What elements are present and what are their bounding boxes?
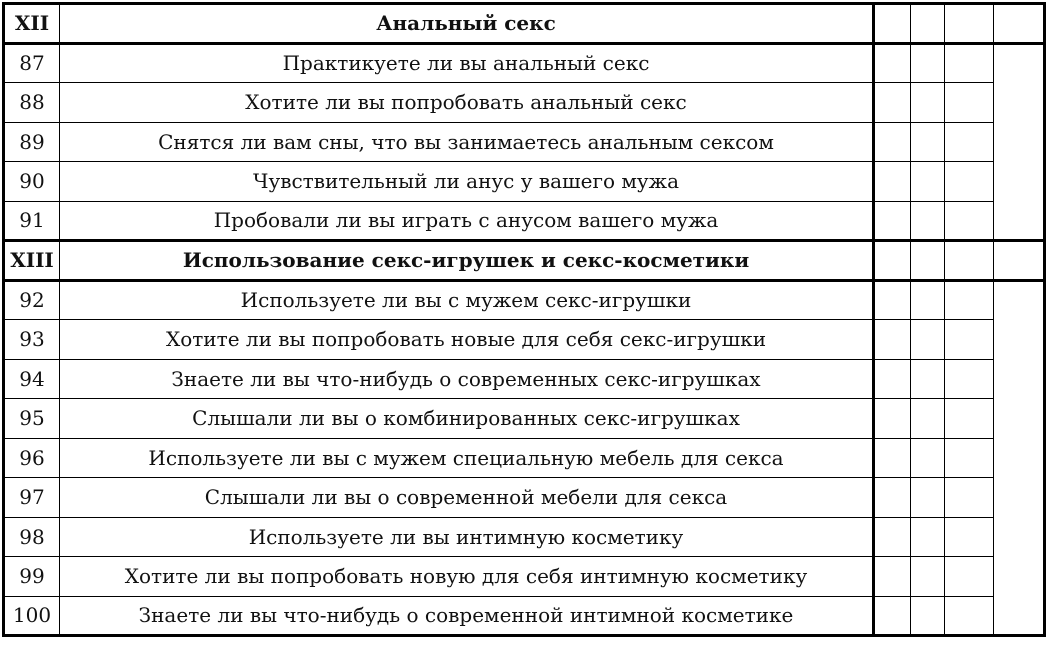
answer-checkbox-cell[interactable] xyxy=(874,43,911,83)
answer-checkbox-cell[interactable] xyxy=(945,596,994,636)
question-row xyxy=(4,478,1045,518)
questionnaire-table xyxy=(2,2,1046,637)
question-row xyxy=(4,517,1045,557)
answer-checkbox-cell[interactable] xyxy=(874,280,911,320)
section-total-cell[interactable] xyxy=(994,241,1045,281)
question-number: 92 xyxy=(4,280,60,320)
question-number: 87 xyxy=(4,43,60,83)
answer-checkbox-cell[interactable] xyxy=(874,83,911,123)
answer-checkbox-cell[interactable] xyxy=(874,359,911,399)
answer-checkbox-cell[interactable] xyxy=(911,596,945,636)
question-number: 90 xyxy=(4,162,60,202)
question-number: 89 xyxy=(4,122,60,162)
question-row xyxy=(4,359,1045,399)
answer-checkbox-cell[interactable] xyxy=(874,399,911,439)
answer-checkbox-cell[interactable] xyxy=(874,201,911,241)
answer-checkbox-cell[interactable] xyxy=(945,438,994,478)
section-header-row xyxy=(4,241,1045,281)
question-number: 88 xyxy=(4,83,60,123)
answer-cell[interactable] xyxy=(911,4,945,44)
question-text: Знаете ли вы что-нибудь о современной интимной косметике xyxy=(60,596,874,636)
question-text: Чувствительный ли анус у вашего мужа xyxy=(60,162,874,202)
answer-checkbox-cell[interactable] xyxy=(945,162,994,202)
answer-checkbox-cell[interactable] xyxy=(945,201,994,241)
answer-checkbox-cell[interactable] xyxy=(945,399,994,439)
answer-cell[interactable] xyxy=(945,241,994,281)
section-total-cell[interactable] xyxy=(994,4,1045,44)
answer-checkbox-cell[interactable] xyxy=(945,83,994,123)
answer-checkbox-cell[interactable] xyxy=(945,43,994,83)
section-header-row xyxy=(4,4,1045,44)
question-row xyxy=(4,557,1045,597)
question-text: Слышали ли вы о современной мебели для секса xyxy=(60,478,874,518)
question-number: 94 xyxy=(4,359,60,399)
question-row xyxy=(4,83,1045,123)
question-text: Практикуете ли вы анальный секс xyxy=(60,43,874,83)
answer-checkbox-cell[interactable] xyxy=(945,517,994,557)
answer-checkbox-cell[interactable] xyxy=(911,517,945,557)
answer-checkbox-cell[interactable] xyxy=(911,162,945,202)
answer-checkbox-cell[interactable] xyxy=(911,399,945,439)
question-text: Хотите ли вы попробовать новые для себя секс-игрушки xyxy=(60,320,874,360)
section-number: XIII xyxy=(4,241,60,281)
answer-checkbox-cell[interactable] xyxy=(874,122,911,162)
question-number: 95 xyxy=(4,399,60,439)
question-number: 91 xyxy=(4,201,60,241)
question-row xyxy=(4,43,1045,83)
question-text: Используете ли вы с мужем специальную мебель для секса xyxy=(60,438,874,478)
question-number: 100 xyxy=(4,596,60,636)
answer-checkbox-cell[interactable] xyxy=(911,122,945,162)
answer-checkbox-cell[interactable] xyxy=(911,557,945,597)
answer-checkbox-cell[interactable] xyxy=(945,557,994,597)
answer-checkbox-cell[interactable] xyxy=(911,280,945,320)
section-title: Анальный секс xyxy=(60,4,874,44)
answer-checkbox-cell[interactable] xyxy=(945,478,994,518)
answer-cell[interactable] xyxy=(874,241,911,281)
answer-checkbox-cell[interactable] xyxy=(911,478,945,518)
question-row xyxy=(4,320,1045,360)
answer-checkbox-cell[interactable] xyxy=(911,43,945,83)
question-row xyxy=(4,596,1045,636)
question-row xyxy=(4,201,1045,241)
section-score-cell[interactable] xyxy=(994,43,1045,241)
question-text: Хотите ли вы попробовать анальный секс xyxy=(60,83,874,123)
answer-checkbox-cell[interactable] xyxy=(911,359,945,399)
answer-checkbox-cell[interactable] xyxy=(945,122,994,162)
section-title: Использование секс-игрушек и секс-косметики xyxy=(60,241,874,281)
question-row xyxy=(4,438,1045,478)
answer-checkbox-cell[interactable] xyxy=(874,438,911,478)
answer-cell[interactable] xyxy=(945,4,994,44)
answer-cell[interactable] xyxy=(874,4,911,44)
question-text: Хотите ли вы попробовать новую для себя интимную косметику xyxy=(60,557,874,597)
answer-checkbox-cell[interactable] xyxy=(874,596,911,636)
question-text: Знаете ли вы что-нибудь о современных секс-игрушках xyxy=(60,359,874,399)
answer-checkbox-cell[interactable] xyxy=(945,359,994,399)
question-text: Слышали ли вы о комбинированных секс-игрушках xyxy=(60,399,874,439)
question-text: Используете ли вы интимную косметику xyxy=(60,517,874,557)
question-number: 93 xyxy=(4,320,60,360)
answer-checkbox-cell[interactable] xyxy=(874,517,911,557)
answer-checkbox-cell[interactable] xyxy=(874,557,911,597)
question-row xyxy=(4,122,1045,162)
answer-checkbox-cell[interactable] xyxy=(911,201,945,241)
question-number: 96 xyxy=(4,438,60,478)
answer-cell[interactable] xyxy=(911,241,945,281)
question-row xyxy=(4,280,1045,320)
answer-checkbox-cell[interactable] xyxy=(874,162,911,202)
answer-checkbox-cell[interactable] xyxy=(874,478,911,518)
answer-checkbox-cell[interactable] xyxy=(911,83,945,123)
question-text: Пробовали ли вы играть с анусом вашего мужа xyxy=(60,201,874,241)
question-row xyxy=(4,399,1045,439)
answer-checkbox-cell[interactable] xyxy=(911,320,945,360)
answer-checkbox-cell[interactable] xyxy=(874,320,911,360)
question-row xyxy=(4,162,1045,202)
question-text: Снятся ли вам сны, что вы занимаетесь анальным сексом xyxy=(60,122,874,162)
question-number: 98 xyxy=(4,517,60,557)
section-score-cell[interactable] xyxy=(994,280,1045,636)
question-number: 97 xyxy=(4,478,60,518)
answer-checkbox-cell[interactable] xyxy=(945,320,994,360)
question-text: Используете ли вы с мужем секс-игрушки xyxy=(60,280,874,320)
answer-checkbox-cell[interactable] xyxy=(945,280,994,320)
section-number: XII xyxy=(4,4,60,44)
question-number: 99 xyxy=(4,557,60,597)
questionnaire-body xyxy=(4,4,1045,636)
answer-checkbox-cell[interactable] xyxy=(911,438,945,478)
